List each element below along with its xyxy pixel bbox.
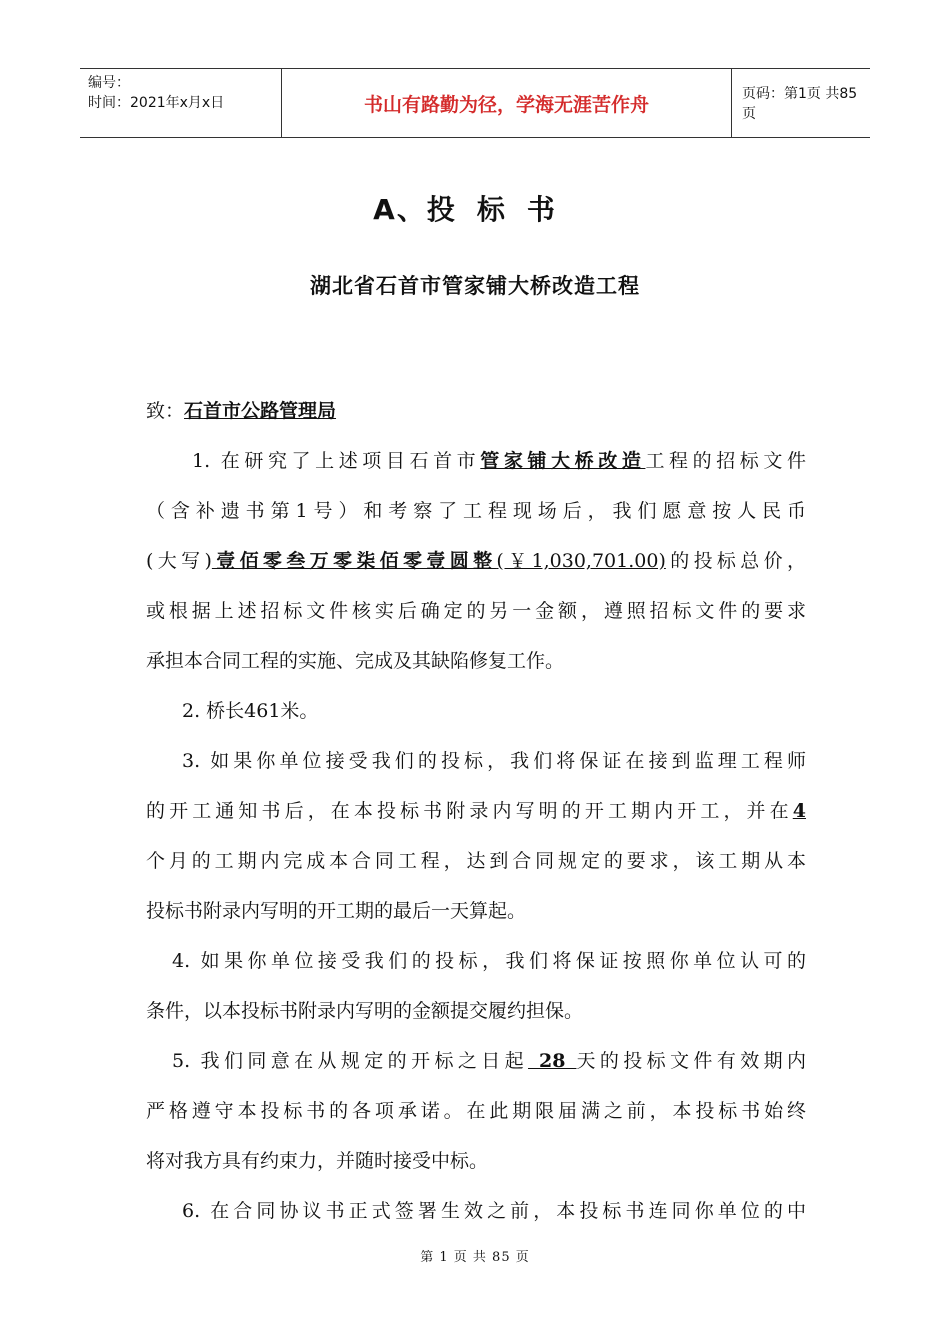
p1-line-5: 承担本合同工程的实施、完成及其缺陷修复工作。 — [146, 650, 565, 672]
p5-text-c: 天的投标文件有效期内 — [576, 1050, 806, 1072]
p5-line-3: 将对我方具有约束力，并随时接受中标。 — [146, 1150, 489, 1172]
project-name: 湖北省石首市管家铺大桥改造工程 — [310, 274, 640, 298]
date-label: 时间：2021年x月x日 — [88, 95, 225, 111]
document-title — [0, 188, 950, 228]
p4-line-1: 4. 如果你单位接受我们的投标，我们将保证按照你单位认可的 — [172, 950, 806, 972]
p1-line-4: 或根据上述招标文件核实后确定的另一金额，遵照招标文件的要求 — [146, 600, 806, 622]
p5-text-a: 5. 我们同意在从规定的开标之日起 — [172, 1050, 529, 1072]
amount-figures: (￥1,030,701.00) — [496, 550, 666, 572]
number-label: 编号： — [88, 75, 130, 91]
amount-words: 壹佰零叁万零柒佰零壹圆整 — [211, 550, 497, 572]
p1-line-1 — [146, 446, 806, 473]
p5-line-2: 严格遵守本投标书的各项承诺。在此期限届满之前，本投标书始终 — [146, 1100, 806, 1122]
p2-line-1: 2. 桥长461米。 — [182, 700, 319, 722]
p1-text-a: 1. 在研究了上述项目石首市 — [192, 450, 481, 472]
p3-line-2 — [146, 796, 806, 823]
motto-text: 书山有路勤为径，学海无涯苦作舟 — [363, 93, 649, 116]
p3-text-a: 的开工通知书后，在本投标书附录内写明的开工期内开工，并在 — [146, 800, 793, 822]
p6-line-1: 6. 在合同协议书正式签署生效之前，本投标书连同你单位的中 — [182, 1200, 806, 1222]
p1-text-c: 工程的招标文件 — [645, 450, 806, 472]
p3-line-3: 个月的工期内完成本合同工程，达到合同规定的要求，该工期从本 — [146, 850, 806, 872]
addressee-label: 致： — [146, 400, 185, 422]
header-motto — [282, 69, 732, 137]
p3-line-1: 3. 如果你单位接受我们的投标，我们将保证在接到监理工程师 — [182, 750, 806, 772]
title-main: 投标书 — [426, 193, 577, 226]
p1-text-d: 的投标总价， — [665, 550, 806, 572]
p1-line-2: （含补遗书第1号）和考察了工程现场后，我们愿意按人民币 — [146, 500, 806, 522]
header-page-info: 页码：第1页 共85页 — [742, 86, 858, 122]
page-footer: 第 1 页 共 85 页 — [420, 1250, 530, 1265]
p4-line-2: 条件，以本投标书附录内写明的金额提交履约担保。 — [146, 1000, 584, 1022]
p3-line-4: 投标书附录内写明的开工期的最后一天算起。 — [146, 900, 527, 922]
page-header — [80, 68, 870, 138]
project-short-name: 管家铺大桥改造 — [480, 450, 646, 472]
addressee-line — [146, 396, 806, 423]
title-prefix: A、 — [373, 193, 427, 226]
p1-line-3 — [146, 546, 806, 573]
duration-months: 4 — [792, 800, 806, 822]
validity-days: 28 — [528, 1050, 577, 1072]
amount-words-label: (大写) — [146, 550, 212, 572]
addressee-name: 石首市公路管理局 — [184, 400, 337, 422]
p5-line-1 — [146, 1046, 806, 1073]
header-meta — [80, 69, 282, 137]
